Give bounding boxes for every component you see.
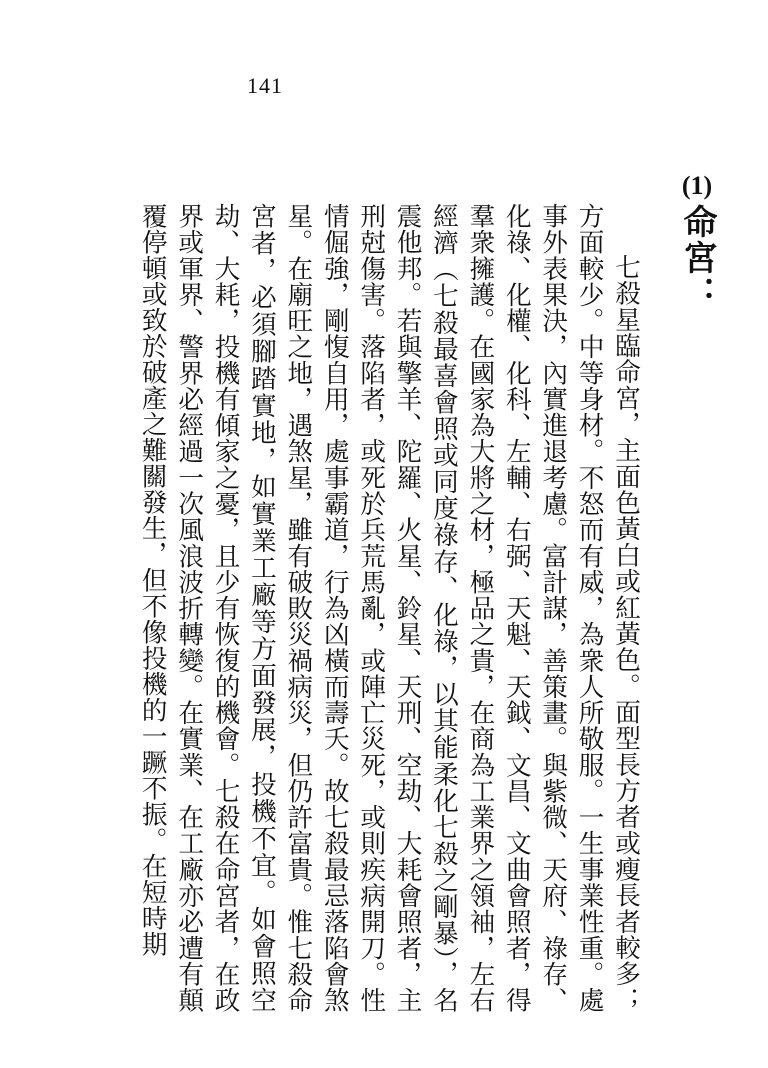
paragraph: 七殺星臨命宮，主面色黃白或紅黃色。面型長方者或瘦長者較多；方面較少。中等身材。不怒而有威，為衆人所敬服。一生事業性重。處事外表果決，內實進退考慮。富計謀，善策畫。與紫微、天府、祿存、化祿、化權、化科、左輔、右弼、天魁、天鉞、文昌、文曲會照者，得羣衆擁護。在國家為大將之材，極品之貴，在商為工業界之領袖，左右經濟（七殺最喜會照或同度祿存、化祿，以其能柔化七殺之剛暴），名震他邦。若與擎羊、陀羅、火星、鈴星、天刑、空劫、大耗會照者，主刑尅傷害。落陷者，或死於兵荒馬亂，或陣亡災死，或則疾病開刀。性情倔強，剛愎自用，處事霸道，行為凶橫而壽夭。故七殺最忌落陷會煞星。在廟旺之地，遇煞星，雖有破敗災禍病災，但仍許富貴。惟七殺命宮者，必須腳踏實地，如實業工廠等方面發展，投機不宜。如會照空劫、大耗，投機有傾家之憂，且少有恢復的機會。七殺在命宮者，在政界或軍界、警界必經過一次風浪波折轉變。在實業、在工廠亦必遭有顛覆停頓或致於破產之難關發生，但不像投機的一蹶不振。在短時期 (137, 203, 641, 1013)
vertical-body-text (137, 203, 644, 1013)
section-heading: 命宮： (677, 204, 717, 312)
section-number: (1) (681, 171, 713, 200)
page-number: 141 (247, 73, 283, 98)
section-title (672, 170, 722, 312)
